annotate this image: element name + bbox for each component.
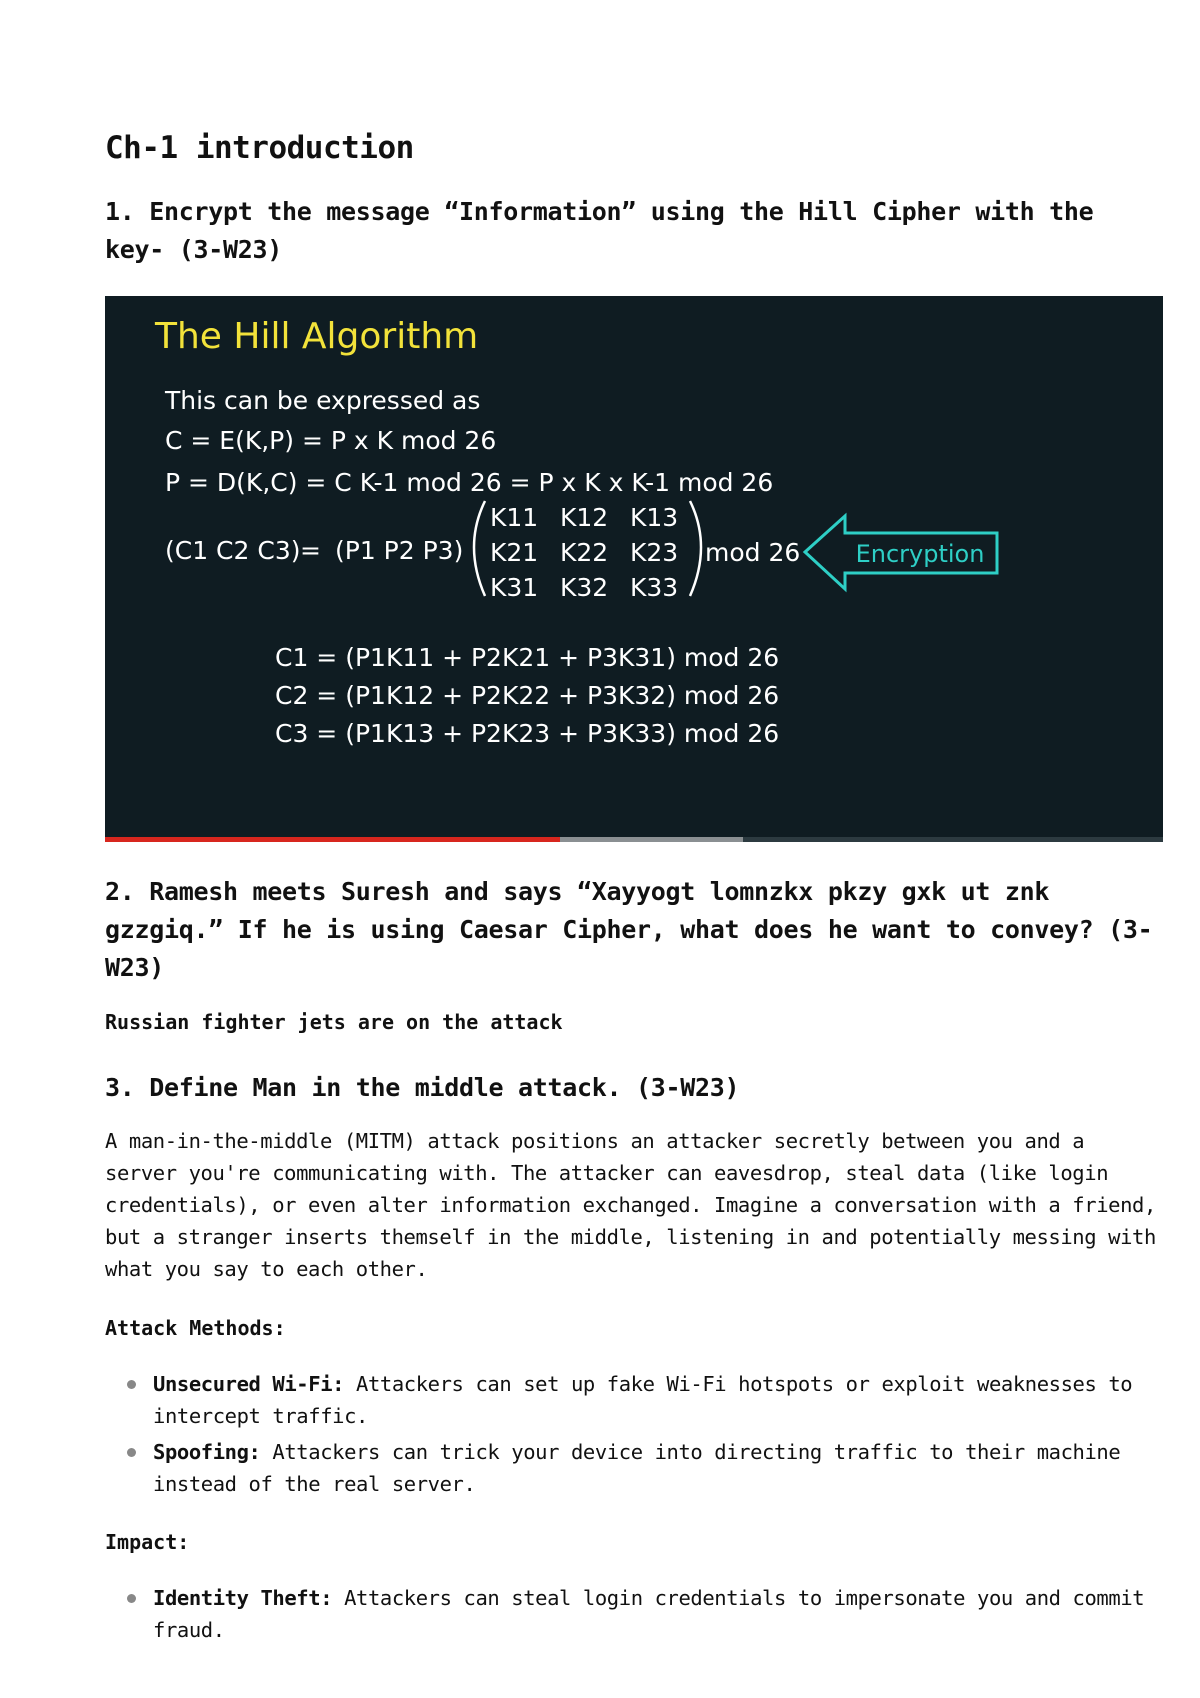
attack-methods-list	[105, 1368, 1165, 1504]
impact-heading: Impact:	[105, 1530, 190, 1554]
matrix-cell: K31	[490, 573, 539, 602]
video-progress-track	[743, 837, 1163, 842]
list-item	[105, 1368, 1165, 1432]
list-item-term: Spoofing:	[153, 1440, 261, 1464]
matrix-cell: K33	[630, 573, 679, 602]
question-1: 1. Encrypt the message “Information” using the Hill Cipher with the key- (3-W23)	[105, 197, 1094, 264]
slide-intro: This can be expressed as	[165, 386, 481, 415]
plain-vector: (P1 P2 P3)	[335, 536, 464, 565]
slide-matrix-figure	[105, 296, 1163, 842]
c2-equation: C2 = (P1K12 + P2K22 + P3K32) mod 26	[275, 681, 780, 710]
matrix-cell: K23	[630, 538, 679, 567]
slide-title: The Hill Algorithm	[155, 316, 479, 357]
matrix-cell: K32	[560, 573, 609, 602]
arrow-label: Encryption	[855, 540, 985, 568]
bullet-icon	[127, 1380, 136, 1389]
list-item-desc: Attackers can trick your device into directing traffic to their machine instead of the real server.	[153, 1440, 1121, 1496]
list-item-term: Unsecured Wi-Fi:	[153, 1372, 345, 1396]
question-3: 3. Define Man in the middle attack. (3-W23)	[105, 1073, 740, 1102]
slide-encrypt-equation: C = E(K,P) = P x K mod 26	[165, 426, 497, 455]
impact-list	[105, 1582, 1165, 1650]
hill-algorithm-slide-image	[105, 296, 1163, 842]
slide-decrypt-equation: P = D(K,C) = C K-1 mod 26 = P x K x K-1 mod 26	[165, 468, 774, 497]
bullet-icon	[127, 1448, 136, 1457]
matrix-mod-label: mod 26	[705, 538, 801, 567]
encryption-arrow	[805, 516, 997, 589]
cipher-vector: (C1 C2 C3)	[165, 536, 301, 565]
list-item-term: Identity Theft:	[153, 1586, 333, 1610]
chapter-title: Ch-1 introduction	[105, 130, 414, 166]
list-item-desc: Attackers can steal login credentials to impersonate you and commit fraud.	[153, 1586, 1145, 1642]
bullet-icon	[127, 1594, 136, 1603]
list-item	[105, 1436, 1165, 1500]
attack-methods-heading: Attack Methods:	[105, 1316, 286, 1340]
matrix-cell: K12	[560, 503, 609, 532]
answer-2: Russian fighter jets are on the attack	[105, 1010, 563, 1034]
c1-equation: C1 = (P1K11 + P2K21 + P3K31) mod 26	[275, 643, 780, 672]
list-item	[105, 1582, 1165, 1646]
mitm-paragraph: A man-in-the-middle (MITM) attack positions an attacker secretly between you and a server you're communicating with. The attacker can eavesdrop, steal data (like login credentials), or even alter information exchanged. Imagine a conversation with a friend, but a stranger inserts themself in the middle, listening in and potentially messing with what you say to each other.	[105, 1129, 1156, 1281]
question-2: 2. Ramesh meets Suresh and says “Xayyogt lomnzkx pkzy gxk ut znk gzzgiq.” If he is using Caesar Cipher, what does he want to convey? (3-W23)	[105, 877, 1153, 982]
list-item-desc: Attackers can set up fake Wi-Fi hotspots or exploit weaknesses to intercept traffic.	[153, 1372, 1133, 1428]
video-progress-played	[105, 837, 560, 842]
matrix-cell: K13	[630, 503, 679, 532]
matrix-left-paren	[474, 501, 485, 596]
video-progress-buffered	[560, 837, 743, 842]
matrix-right-paren	[690, 501, 701, 596]
c3-equation: C3 = (P1K13 + P2K23 + P3K33) mod 26	[275, 719, 780, 748]
matrix-cell: K21	[490, 538, 539, 567]
svg-text:=: =	[300, 536, 321, 565]
matrix-cell: K11	[490, 503, 539, 532]
matrix-cell: K22	[560, 538, 609, 567]
